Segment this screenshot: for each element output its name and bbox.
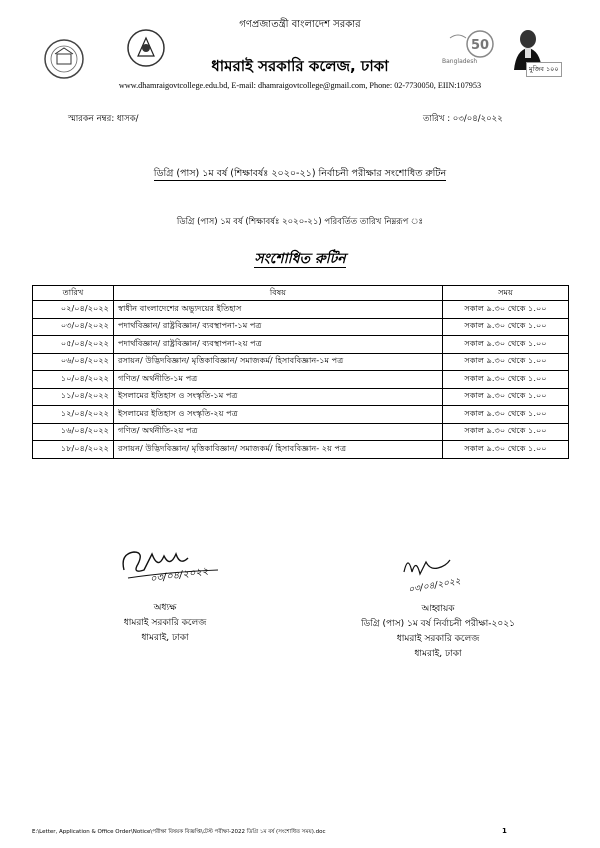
row-date: ১২/০৪/২০২২ bbox=[33, 406, 114, 424]
row-date: ০২/০৪/২০২২ bbox=[33, 301, 114, 319]
notice-title bbox=[0, 167, 600, 182]
table-row bbox=[33, 371, 569, 389]
college-name: ধামরাই সরকারি কলেজ, ঢাকা bbox=[211, 57, 389, 75]
row-subject: রসায়ন/ উদ্ভিদবিজ্ঞান/ মৃত্তিকাবিজ্ঞান/ সমাজকর্ম/ হিসাববিজ্ঞান-১ম পত্র bbox=[114, 353, 443, 371]
principal-title: অধ্যক্ষ bbox=[153, 603, 177, 613]
header-time: সময় bbox=[443, 286, 569, 301]
header-subject: বিষয় bbox=[114, 286, 443, 301]
table-row bbox=[33, 353, 569, 371]
mujib-100-logo: মুজিব ১০০ bbox=[526, 62, 562, 77]
routine-table bbox=[32, 285, 569, 459]
header-date: তারিখ bbox=[33, 286, 114, 301]
page-number: 1 bbox=[502, 827, 507, 835]
table-row bbox=[33, 388, 569, 406]
jubilee-50-text: 50 bbox=[471, 38, 490, 53]
government-header: গণপ্রজাতন্ত্রী বাংলাদেশ সরকার bbox=[239, 19, 361, 30]
row-time: সকাল ৯.৩০ থেকে ১.০০ bbox=[443, 406, 569, 424]
row-date: ০৩/০৪/২০২২ bbox=[33, 318, 114, 336]
table-row bbox=[33, 301, 569, 319]
notice-subtitle: ডিগ্রি (পাস) ১ম বর্ষ (শিক্ষাবর্ষঃ ২০২০-২১) পরিবর্তিত তারিখ নিম্নরূপ ঃ bbox=[176, 217, 424, 227]
table-row bbox=[33, 318, 569, 336]
row-time: সকাল ৯.৩০ থেকে ১.০০ bbox=[443, 353, 569, 371]
convener-address: ধামরাই, ঢাকা bbox=[414, 649, 462, 659]
row-time: সকাল ৯.৩০ থেকে ১.০০ bbox=[443, 301, 569, 319]
row-time: সকাল ৯.৩০ থেকে ১.০০ bbox=[443, 388, 569, 406]
row-date: ১৬/০৪/২০২২ bbox=[33, 423, 114, 441]
row-time: সকাল ৯.৩০ থেকে ১.০০ bbox=[443, 423, 569, 441]
table-row bbox=[33, 441, 569, 459]
row-date: ০৫/০৪/২০২২ bbox=[33, 336, 114, 354]
row-subject: স্বাধীন বাংলাদেশের অভ্যুদয়ের ইতিহাস bbox=[114, 301, 443, 319]
convener-college: ধামরাই সরকারি কলেজ bbox=[396, 634, 480, 644]
file-path-footer: E:\Letter, Application & Office Order\Notice\পরীক্ষা বিষয়ক বিজ্ঞপ্তি\টেস্ট পরীক্ষা-2022 ডিগ্রি ১ম বর্ষ (সংশোধিত সময়).doc bbox=[32, 829, 326, 835]
notice-title-text: ডিগ্রি (পাস) ১ম বর্ষ (শিক্ষাবর্ষঃ ২০২০-২১) নির্বাচনী পরীক্ষার সংশোধিত রুটিন bbox=[153, 168, 447, 179]
table-row bbox=[33, 406, 569, 424]
principal-signature-date: ০৩/০৪/২০২২ bbox=[149, 565, 210, 586]
revised-routine-heading bbox=[0, 247, 600, 271]
row-date: ১০/০৪/২০২২ bbox=[33, 371, 114, 389]
row-time: সকাল ৯.৩০ থেকে ১.০০ bbox=[443, 336, 569, 354]
convener-signature-date: ০৩/০৪/২০২২ bbox=[407, 576, 462, 596]
table-header-row bbox=[33, 286, 569, 301]
row-subject: গণিত/ অর্থনীতি-২য় পত্র bbox=[114, 423, 443, 441]
revised-routine-heading-text: সংশোধিত রুটিন bbox=[254, 251, 346, 267]
principal-address: ধামরাই, ঢাকা bbox=[141, 633, 189, 643]
table-row bbox=[33, 423, 569, 441]
row-subject: রসায়ন/ উদ্ভিদবিজ্ঞান/ মৃত্তিকাবিজ্ঞান/ সমাজকর্ম/ হিসাববিজ্ঞান- ২য় পত্র bbox=[114, 441, 443, 459]
row-time: সকাল ৯.৩০ থেকে ১.০০ bbox=[443, 441, 569, 459]
row-time: সকাল ৯.৩০ থেকে ১.০০ bbox=[443, 318, 569, 336]
row-time: সকাল ৯.৩০ থেকে ১.০০ bbox=[443, 371, 569, 389]
row-date: ১১/০৪/২০২২ bbox=[33, 388, 114, 406]
row-subject: ইসলামের ইতিহাস ও সংস্কৃতি-২য় পত্র bbox=[114, 406, 443, 424]
row-subject: পদার্থবিজ্ঞান/ রাষ্ট্রবিজ্ঞান/ ব্যবস্থাপনা-১ম পত্র bbox=[114, 318, 443, 336]
bangladesh-logo-text: Bangladesh bbox=[442, 58, 478, 65]
memo-date: তারিখ : ০৩/০৪/২০২২ bbox=[423, 114, 503, 124]
row-subject: পদার্থবিজ্ঞান/ রাষ্ট্রবিজ্ঞান/ ব্যবস্থাপনা-২য় পত্র bbox=[114, 336, 443, 354]
principal-college: ধামরাই সরকারি কলেজ bbox=[123, 618, 207, 628]
row-subject: গণিত/ অর্থনীতি-১ম পত্র bbox=[114, 371, 443, 389]
row-date: ১৮/০৪/২০২২ bbox=[33, 441, 114, 459]
convener-committee: ডিগ্রি (পাস) ১ম বর্ষ নির্বাচনী পরীক্ষা-২০২১ bbox=[361, 619, 515, 629]
row-subject: ইসলামের ইতিহাস ও সংস্কৃতি-১ম পত্র bbox=[114, 388, 443, 406]
contact-info: www.dhamraigovtcollege.edu.bd, E-mail: dhamraigovtcollege@gmail.com, Phone: 02-7730050, EIIN:107953 bbox=[118, 81, 482, 90]
convener-title: আহ্বায়ক bbox=[421, 604, 455, 614]
row-date: ০৬/০৪/২০২২ bbox=[33, 353, 114, 371]
memo-number: স্মারকন নম্বর: ধাসক/ bbox=[68, 114, 139, 124]
table-row bbox=[33, 336, 569, 354]
